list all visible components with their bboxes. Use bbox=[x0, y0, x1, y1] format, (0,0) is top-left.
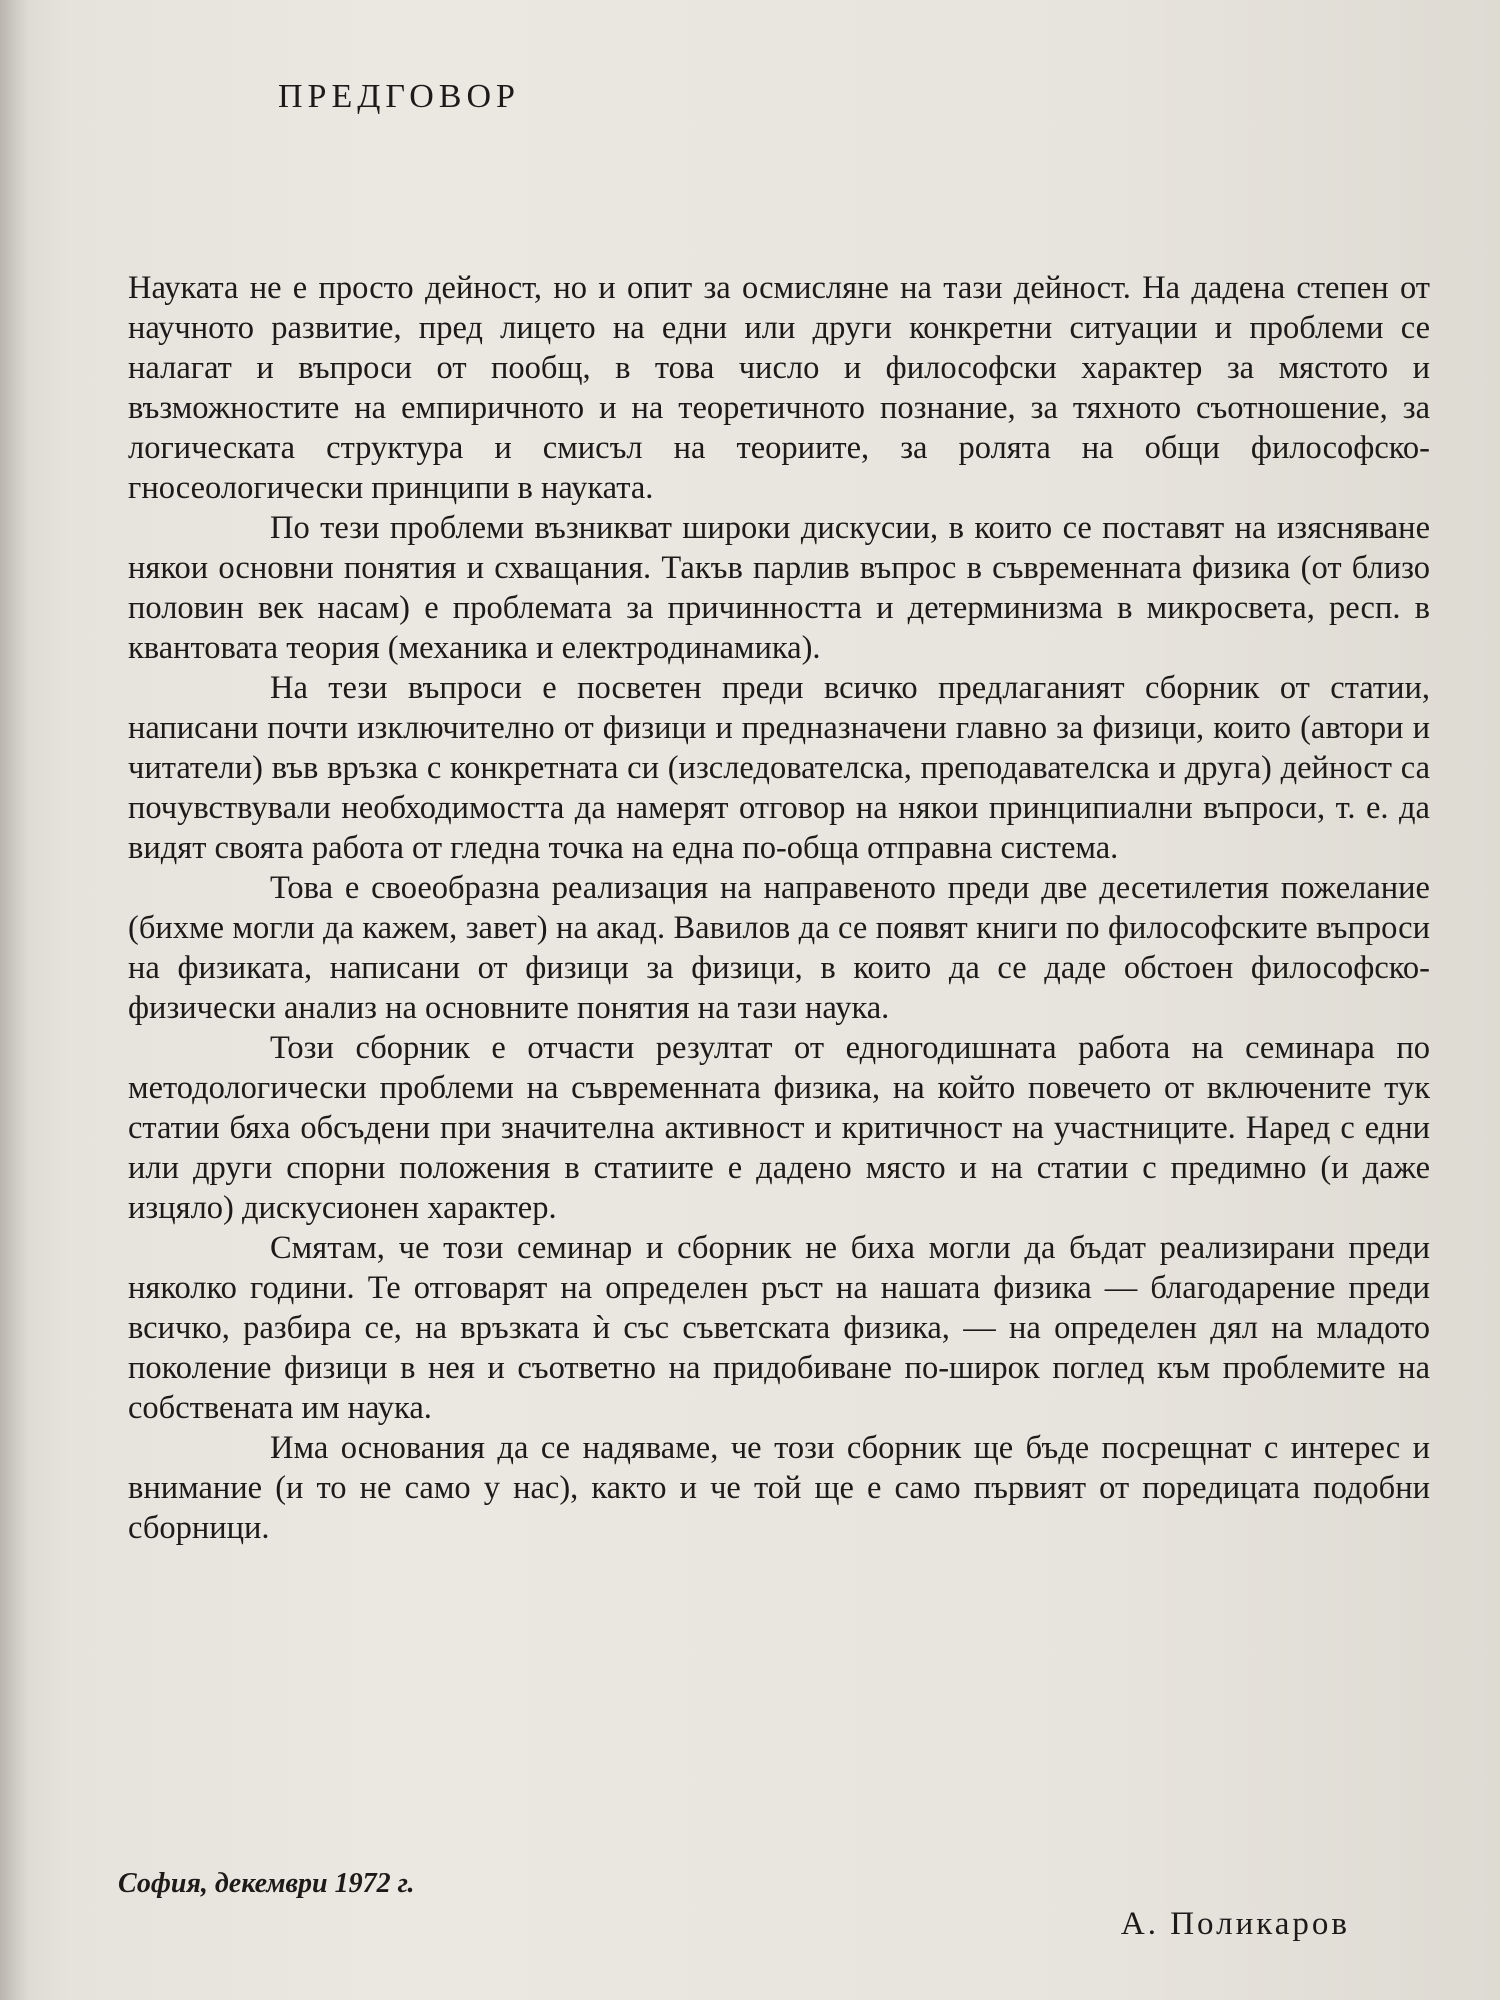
page-gutter-shadow bbox=[0, 0, 28, 2000]
paragraph-4: Това е своеобразна реализация на направеното преди две десетилетия пожелание (бихме могли да кажем, завет) на акад. Вавилов да се появят книги по философските въпроси на физиката, написани от физици за физици, в които да се даде обстоен философско-физически анализ на основните понятия на тази наука. bbox=[128, 870, 1430, 1026]
preface-body bbox=[128, 268, 1430, 1548]
paragraph-2: По тези проблеми възникват широки дискусии, в които се поставят на изясняване някои основни понятия и схващания. Такъв парлив въпрос в съвременната физика (от близо половин век насам) е проблемата за причинността и детерминизма в микросвета, респ. в квантовата теория (механика и електродинамика). bbox=[128, 510, 1430, 666]
paragraph-1: Науката не е просто дейност, но и опит за осмисляне на тази дейност. На дадена степен от научното развитие, пред лицето на едни или други конкретни ситуации и проблеми се налагат и въпроси от пообщ, в това число и философски характер за мястото и възможностите на емпиричното и на теоретичното познание, за тяхното съотношение, за логическата структура и смисъл на теориите, за ролята на общи философско-гносеологически принципи в науката. bbox=[128, 270, 1430, 506]
page-title: ПРЕДГОВОР bbox=[278, 78, 520, 115]
paragraph-6: Смятам, че този семинар и сборник не биха могли да бъдат реализирани преди няколко години. Те отговарят на определен ръст на нашата физика — благодарение преди всичко, разбира се, на връзката ѝ със съветската физика, — на определен дял на младото поколение физици в нея и съответно на придобиване по-широк поглед към проблемите на собствената им наука. bbox=[128, 1230, 1430, 1426]
paragraph-7: Има основания да се надяваме, че този сборник ще бъде посрещнат с интерес и внимание (и то не само у нас), както и че той ще е само първият от поредицата подобни сборници. bbox=[128, 1430, 1430, 1546]
author-signature: А. Поликаров bbox=[1120, 1906, 1350, 1942]
dateline: София, декември 1972 г. bbox=[118, 1868, 415, 1899]
paragraph-3: На тези въпроси е посветен преди всичко предлаганият сборник от статии, написани почти изключително от физици и предназначени главно за физици, които (автори и читатели) във връзка с конкретната си (изследователска, преподавателска и друга) дейност са почувствували необходимостта да намерят отговор на някои принципиални въпроси, т. е. да видят своята работа от гледна точка на една по-обща отправна система. bbox=[128, 670, 1430, 866]
paragraph-5: Този сборник е отчасти резултат от едногодишната работа на семинара по методологически проблеми на съвременната физика, на който повечето от включените тук статии бяха обсъдени при значителна активност и критичност на участниците. Наред с едни или други спорни положения в статиите е дадено място и на статии с предимно (и даже изцяло) дискусионен характер. bbox=[128, 1030, 1430, 1226]
